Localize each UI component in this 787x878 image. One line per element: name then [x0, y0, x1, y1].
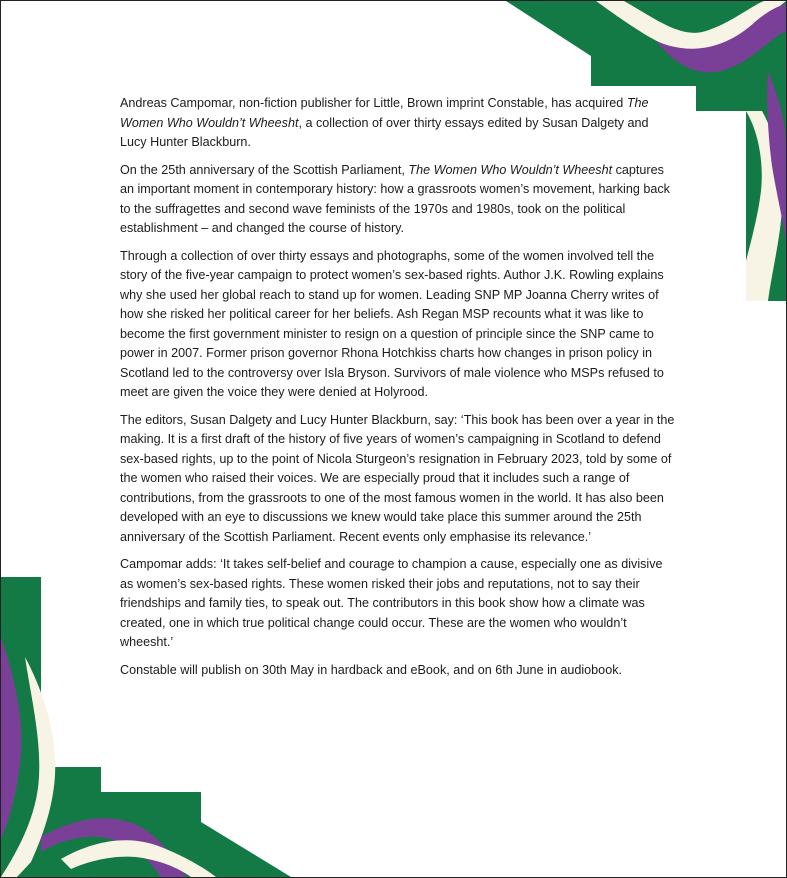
paragraph-text: Andreas Campomar, non-fiction publisher for Little, Brown imprint Constable, has acquired	[120, 96, 627, 110]
paragraph-acquisition	[120, 94, 676, 153]
paragraph-editors-quote: The editors, Susan Dalgety and Lucy Hunter Blackburn, say: ‘This book has been over a year in the making. It is a first draft of the history of five years of women’s campaigning in Scotland to defend sex-based rights, up to the point of Nicola Sturgeon’s resignation in February 2023, told by some of the women who raised their voices. We are especially proud that it includes such a range of contributions, from the grassroots to one of the most famous women in the world. It has also been developed with an eye to discussions we knew would take place this summer around the 25th anniversary of the Scottish Parliament. Recent events only emphasise its relevance.’	[120, 412, 675, 544]
article-body	[120, 94, 676, 688]
paragraph-anniversary	[120, 161, 676, 239]
paragraph-contributors: Through a collection of over thirty essays and photographs, some of the women involved tell the story of the five-year campaign to protect women’s sex-based rights. Author J.K. Rowling explains why she used her global reach to stand up for women. Leading SNP MP Joanna Cherry writes of how she risked her political career for her beliefs. Ash Regan MSP recounts what it was like to become the first government minister to resign on a question of principle since the SNP came to power in 2007. Former prison governor Rhona Hotchkiss charts how changes in prison policy in Scotland led to the controversy over Isla Bryson. Survivors of male violence who MSPs refused to meet are given the voice they were denied at Holyrood.	[120, 248, 664, 399]
book-title: The Women Who Wouldn’t Wheesht	[408, 162, 613, 177]
paragraph-text: , a collection of over thirty essays edited by Susan Dalgety and Lucy Hunter Blackburn.	[120, 115, 649, 149]
paragraph-campomar-quote: Campomar adds: ‘It takes self-belief and courage to champion a cause, especially one as divisive as women’s sex-based rights. These women risked their jobs and reputations, not to say their friendships and family ties, to speak out. The contributors in this book show how a climate was created, one in which true political change could occur. These are the women who wouldn’t wheesht.’	[120, 557, 663, 649]
book-title: The Women Who Wouldn’t Wheesht	[120, 96, 649, 130]
paragraph-publication-dates: Constable will publish on 30th May in hardback and eBook, and on 6th June in audiobook.	[120, 662, 622, 677]
paragraph-text: captures an important moment in contemporary history: how a grassroots women’s movement, harking back to the suffragettes and second wave feminists of the 1970s and 1980s, took on the political establishment – and changed the course of history.	[120, 162, 670, 235]
paragraph-text: On the 25th anniversary of the Scottish Parliament,	[120, 162, 409, 177]
